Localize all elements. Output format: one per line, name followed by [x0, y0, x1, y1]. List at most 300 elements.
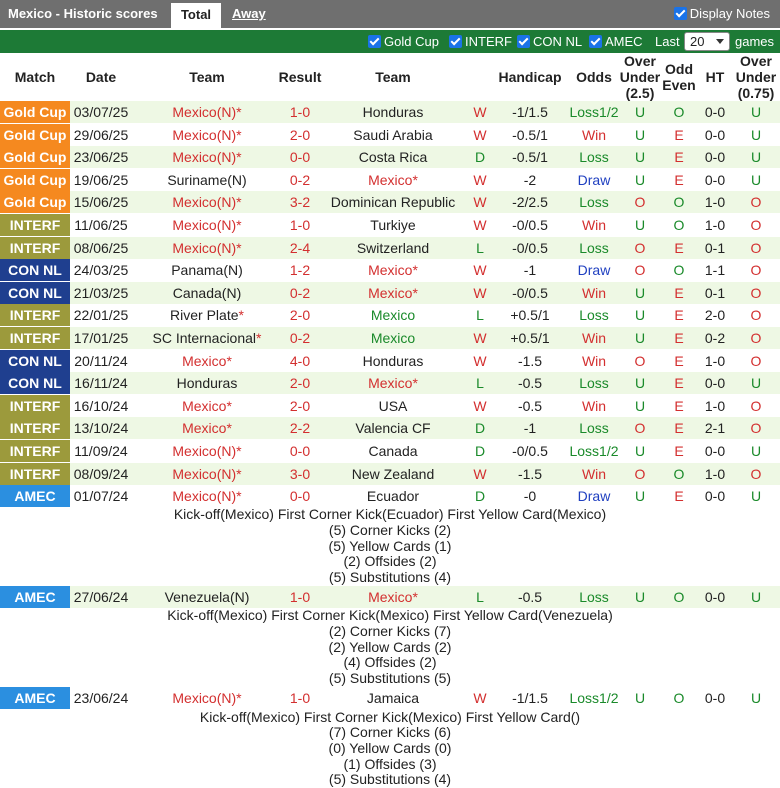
- home-marker: *: [236, 217, 242, 233]
- display-notes-toggle[interactable]: [674, 6, 770, 21]
- odd-even-value: E: [674, 307, 684, 324]
- match-score: 2-2: [289, 420, 311, 437]
- team-name: Panama(N): [171, 262, 243, 279]
- match-score: 0-0: [289, 488, 311, 505]
- halftime-score: 1-0: [704, 194, 726, 211]
- over-under-2-value: U: [750, 589, 762, 606]
- home-team[interactable]: [132, 169, 282, 191]
- col-header-over-under: Over Under (2.5): [619, 53, 661, 101]
- home-team[interactable]: [132, 463, 282, 485]
- odd-even-value: O: [673, 690, 685, 707]
- home-marker: *: [412, 171, 418, 188]
- over-under-2-value: O: [750, 420, 762, 437]
- stats-line: (5) Substitutions (4): [328, 771, 452, 788]
- away-team[interactable]: [318, 372, 468, 394]
- over-under-value: O: [634, 262, 646, 279]
- team-name: Jamaica: [366, 690, 420, 707]
- result-indicator: W: [473, 171, 487, 188]
- odds-result: Draw: [577, 171, 611, 188]
- handicap-value: -1/1.5: [512, 690, 548, 707]
- away-team[interactable]: [318, 586, 468, 608]
- odd-even-value: E: [674, 171, 684, 188]
- table-row[interactable]: [0, 101, 780, 123]
- match-badge: AMEC: [0, 485, 70, 507]
- result-indicator: D: [474, 149, 486, 166]
- match-score: 2-0: [289, 397, 311, 414]
- home-team[interactable]: [132, 372, 282, 394]
- halftime-score: 0-2: [704, 330, 726, 346]
- team-name: Mexico: [370, 307, 416, 324]
- home-marker: *: [238, 307, 244, 324]
- halftime-score: 0-0: [704, 171, 726, 188]
- away-team[interactable]: [318, 687, 468, 709]
- team-name: Mexico(N): [172, 217, 237, 233]
- handicap-value: -0: [523, 488, 537, 505]
- home-team[interactable]: [132, 327, 282, 349]
- over-under-2-value: O: [750, 262, 762, 279]
- match-score: 0-2: [289, 330, 311, 346]
- table-row[interactable]: [0, 191, 780, 213]
- odds-result: Draw: [577, 262, 611, 279]
- match-score: 1-0: [289, 104, 311, 120]
- result-indicator: D: [474, 443, 486, 459]
- over-under-value: U: [634, 589, 646, 606]
- result-indicator: W: [473, 690, 487, 707]
- match-badge: CON NL: [0, 372, 70, 394]
- over-under-2-value: U: [750, 488, 762, 505]
- table-row[interactable]: [0, 350, 780, 372]
- match-date: 27/06/24: [73, 589, 129, 606]
- away-team[interactable]: [318, 146, 468, 168]
- home-marker: *: [236, 104, 242, 120]
- col-header-date: Date: [85, 69, 117, 85]
- checkbox-icon[interactable]: [674, 7, 687, 20]
- team-name: Valencia CF: [355, 420, 431, 437]
- team-name: Mexico(N): [172, 443, 237, 459]
- home-team[interactable]: [132, 417, 282, 439]
- match-badge: INTERF: [0, 463, 70, 485]
- checkbox-icon[interactable]: [517, 35, 530, 48]
- home-team[interactable]: [132, 191, 282, 213]
- odds-result: Loss: [579, 375, 609, 392]
- filter-label: Gold Cup: [384, 34, 439, 49]
- games-label: games: [735, 34, 775, 49]
- odds-result: Win: [581, 397, 607, 414]
- home-marker: *: [236, 690, 242, 707]
- tab-total[interactable]: Total: [171, 3, 221, 28]
- stats-line: Kick-off(Mexico) First Corner Kick(Mexico) First Yellow Card(): [199, 708, 581, 725]
- home-team[interactable]: [132, 101, 282, 123]
- away-team[interactable]: [318, 169, 468, 191]
- match-date: 16/10/24: [73, 397, 129, 414]
- team-name: New Zealand: [351, 465, 435, 482]
- table-row[interactable]: [0, 124, 780, 146]
- over-under-value: U: [634, 488, 646, 505]
- handicap-value: -0/0.5: [512, 284, 548, 301]
- handicap-value: -0/0.5: [512, 239, 548, 256]
- match-stats: [0, 710, 780, 788]
- team-name: Mexico(N): [172, 194, 237, 211]
- handicap-value: -1: [523, 420, 537, 437]
- table-row[interactable]: [0, 214, 780, 236]
- match-score: 1-0: [289, 690, 311, 707]
- stats-line: (5) Corner Kicks (2): [328, 521, 452, 538]
- stats-line: (4) Offsides (2): [343, 654, 437, 671]
- col-header-ht: HT: [705, 69, 725, 85]
- odd-even-value: O: [673, 194, 685, 211]
- handicap-value: -1.5: [517, 465, 543, 482]
- team-name: Mexico: [182, 397, 227, 414]
- match-date: 13/10/24: [73, 420, 129, 437]
- table-row[interactable]: [0, 586, 780, 608]
- col-header-team-home: Team: [189, 69, 225, 85]
- match-date: 08/06/25: [73, 239, 129, 256]
- last-games-select[interactable]: 20: [684, 32, 730, 51]
- team-name: Mexico(N): [172, 126, 237, 143]
- handicap-value: -1: [523, 262, 537, 279]
- team-name: Mexico: [182, 420, 227, 437]
- match-date: 08/09/24: [73, 465, 129, 482]
- over-under-value: U: [634, 330, 646, 346]
- filter-con-nl[interactable]: [517, 34, 582, 49]
- team-name: Costa Rica: [358, 149, 428, 166]
- match-badge: Gold Cup: [0, 146, 70, 168]
- over-under-2-value: O: [750, 239, 762, 256]
- team-name: Mexico: [368, 375, 413, 392]
- home-marker: *: [236, 126, 242, 143]
- home-marker: *: [412, 284, 418, 301]
- odds-result: Win: [581, 330, 607, 346]
- home-team[interactable]: [132, 395, 282, 417]
- match-score: 0-2: [289, 171, 311, 188]
- match-score: 0-0: [289, 149, 311, 166]
- team-name: River Plate: [170, 307, 239, 324]
- handicap-value: -1/1.5: [512, 104, 548, 120]
- match-badge: Gold Cup: [0, 191, 70, 213]
- checkbox-icon[interactable]: [368, 35, 381, 48]
- table-row[interactable]: [0, 327, 780, 349]
- halftime-score: 1-0: [704, 217, 726, 233]
- odd-even-value: E: [674, 284, 684, 301]
- match-badge: INTERF: [0, 214, 70, 236]
- handicap-value: -0.5/1: [512, 126, 548, 143]
- halftime-score: 1-0: [704, 397, 726, 414]
- tab-away[interactable]: Away: [232, 6, 266, 21]
- match-badge: Gold Cup: [0, 101, 70, 123]
- match-date: 24/03/25: [73, 262, 129, 279]
- match-date: 20/11/24: [74, 352, 128, 369]
- home-team[interactable]: [132, 485, 282, 507]
- team-name: Honduras: [176, 375, 238, 392]
- odd-even-value: E: [674, 330, 684, 346]
- col-header-over-under-2: Over Under (0.75): [735, 53, 777, 101]
- away-team[interactable]: [318, 214, 468, 236]
- home-team[interactable]: [132, 214, 282, 236]
- home-team[interactable]: [132, 146, 282, 168]
- match-date: 19/06/25: [73, 171, 129, 188]
- filter-interf[interactable]: [449, 34, 512, 49]
- result-indicator: W: [473, 262, 487, 279]
- odds-result: Loss: [579, 239, 609, 256]
- match-score: 0-2: [289, 284, 311, 301]
- over-under-value: U: [634, 397, 646, 414]
- team-name: Mexico: [368, 171, 413, 188]
- match-score: 1-2: [289, 262, 311, 279]
- match-badge: INTERF: [0, 417, 70, 439]
- handicap-value: -0.5: [517, 375, 543, 392]
- home-marker: *: [236, 194, 242, 211]
- over-under-2-value: O: [750, 217, 762, 233]
- team-name: Canada: [368, 443, 418, 459]
- halftime-score: 1-0: [704, 352, 726, 369]
- away-team[interactable]: [318, 485, 468, 507]
- team-name: Ecuador: [366, 488, 420, 505]
- away-team[interactable]: [318, 237, 468, 259]
- home-marker: *: [412, 262, 418, 279]
- odds-result: Loss: [579, 307, 609, 324]
- halftime-score: 0-0: [704, 443, 726, 459]
- home-team[interactable]: [132, 586, 282, 608]
- table-row[interactable]: [0, 687, 780, 709]
- match-badge: AMEC: [0, 687, 70, 709]
- filter-gold-cup[interactable]: [368, 34, 439, 49]
- team-name: Mexico: [370, 330, 416, 346]
- result-indicator: W: [473, 104, 487, 120]
- table-row[interactable]: [0, 463, 780, 485]
- over-under-value: O: [634, 420, 646, 437]
- table-row[interactable]: [0, 237, 780, 259]
- odd-even-value: E: [674, 375, 684, 392]
- table-row[interactable]: [0, 395, 780, 417]
- halftime-score: 2-1: [704, 420, 726, 437]
- over-under-value: O: [634, 194, 646, 211]
- halftime-score: 0-0: [704, 589, 726, 606]
- stats-line: (7) Corner Kicks (6): [328, 724, 452, 741]
- match-date: 22/01/25: [73, 307, 129, 324]
- handicap-value: -0.5: [517, 397, 543, 414]
- col-header-match: Match: [14, 69, 56, 85]
- result-indicator: W: [473, 352, 487, 369]
- odd-even-value: O: [673, 217, 685, 233]
- col-header-team-away: Team: [375, 69, 411, 85]
- filter-label: CON NL: [533, 34, 583, 49]
- odds-result: Draw: [577, 488, 611, 505]
- team-name: Canada(N): [172, 284, 242, 301]
- odd-even-value: E: [674, 488, 684, 505]
- table-row[interactable]: [0, 259, 780, 281]
- over-under-value: U: [634, 375, 646, 392]
- match-badge: INTERF: [0, 327, 70, 349]
- filter-bar: [0, 30, 780, 53]
- over-under-2-value: U: [750, 149, 762, 166]
- handicap-value: -0.5: [517, 589, 543, 606]
- odds-result: Win: [581, 465, 607, 482]
- over-under-value: U: [634, 443, 646, 459]
- result-indicator: L: [476, 307, 484, 324]
- over-under-value: U: [634, 217, 646, 233]
- table-row[interactable]: [0, 169, 780, 191]
- team-name: Mexico: [368, 589, 413, 606]
- col-header-odds: Odds: [576, 69, 612, 85]
- match-badge: Gold Cup: [0, 124, 70, 146]
- over-under-2-value: U: [750, 690, 762, 707]
- team-name: Mexico(N): [172, 149, 237, 166]
- over-under-value: U: [634, 307, 646, 324]
- match-score: 3-2: [289, 194, 311, 211]
- match-score: 2-0: [289, 126, 311, 143]
- table-row[interactable]: [0, 146, 780, 168]
- filter-label: AMEC: [605, 34, 643, 49]
- odds-result: Win: [581, 217, 607, 233]
- away-team[interactable]: [318, 350, 468, 372]
- over-under-2-value: U: [750, 171, 762, 188]
- match-badge: INTERF: [0, 304, 70, 326]
- table-row[interactable]: [0, 417, 780, 439]
- match-date: 29/06/25: [73, 126, 129, 143]
- odds-result: Loss1/2: [569, 690, 619, 707]
- halftime-score: 2-0: [704, 307, 726, 324]
- over-under-2-value: O: [750, 307, 762, 324]
- team-name: Mexico(N): [172, 239, 237, 256]
- odd-even-value: O: [673, 262, 685, 279]
- match-badge: INTERF: [0, 237, 70, 259]
- halftime-score: 0-0: [704, 126, 726, 143]
- odds-result: Win: [581, 126, 607, 143]
- team-name: Honduras: [362, 352, 424, 369]
- table-row[interactable]: [0, 440, 780, 462]
- halftime-score: 0-0: [704, 104, 726, 120]
- stats-line: Kick-off(Mexico) First Corner Kick(Ecuador) First Yellow Card(Mexico): [173, 506, 607, 523]
- over-under-2-value: O: [750, 284, 762, 301]
- result-indicator: W: [473, 194, 487, 211]
- home-marker: *: [226, 420, 232, 437]
- team-name: Mexico: [182, 352, 227, 369]
- odd-even-value: E: [674, 126, 684, 143]
- result-indicator: D: [474, 488, 486, 505]
- team-name: Mexico: [368, 262, 413, 279]
- away-team[interactable]: [318, 395, 468, 417]
- filter-label: INTERF: [465, 34, 512, 49]
- match-score: 4-0: [289, 352, 311, 369]
- away-team[interactable]: [318, 101, 468, 123]
- away-team[interactable]: [318, 191, 468, 213]
- stats-line: Kick-off(Mexico) First Corner Kick(Mexico) First Yellow Card(Venezuela): [167, 607, 613, 624]
- display-notes-label: Display Notes: [689, 6, 770, 21]
- over-under-2-value: O: [750, 397, 762, 414]
- away-team[interactable]: [318, 417, 468, 439]
- col-header-odd-even: Odd Even: [662, 61, 696, 93]
- away-team[interactable]: [318, 327, 468, 349]
- match-date: 21/03/25: [73, 284, 129, 301]
- home-team[interactable]: [132, 440, 282, 462]
- odd-even-value: O: [673, 104, 685, 120]
- handicap-value: -2: [523, 171, 537, 188]
- team-name: Mexico: [368, 284, 413, 301]
- halftime-score: 0-1: [704, 284, 726, 301]
- over-under-value: U: [634, 149, 646, 166]
- match-date: 17/01/25: [73, 330, 129, 346]
- table-row[interactable]: [0, 304, 780, 326]
- result-indicator: L: [476, 375, 484, 392]
- team-name: Turkiye: [370, 217, 416, 233]
- handicap-value: +0.5/1: [510, 330, 550, 346]
- team-name: Dominican Republic: [330, 194, 456, 211]
- team-name: Switzerland: [356, 239, 430, 256]
- result-indicator: W: [473, 330, 487, 346]
- away-team[interactable]: [318, 440, 468, 462]
- odd-even-value: E: [674, 420, 684, 437]
- match-date: 01/07/24: [73, 488, 129, 505]
- over-under-value: U: [634, 104, 646, 120]
- over-under-2-value: U: [750, 104, 762, 120]
- stats-line: (5) Substitutions (4): [328, 569, 452, 586]
- away-team[interactable]: [318, 304, 468, 326]
- home-team[interactable]: [132, 282, 282, 304]
- result-indicator: W: [473, 465, 487, 482]
- match-badge: AMEC: [0, 586, 70, 608]
- match-date: 11/09/24: [74, 443, 128, 459]
- away-team[interactable]: [318, 282, 468, 304]
- result-indicator: L: [476, 589, 484, 606]
- table-row[interactable]: [0, 282, 780, 304]
- halftime-score: 1-1: [704, 262, 726, 279]
- team-name: Mexico(N): [172, 104, 237, 120]
- away-team[interactable]: [318, 463, 468, 485]
- home-team[interactable]: [132, 237, 282, 259]
- home-marker: *: [236, 239, 242, 256]
- over-under-value: U: [634, 284, 646, 301]
- checkbox-icon[interactable]: [449, 35, 462, 48]
- home-team[interactable]: [132, 687, 282, 709]
- match-score: 1-0: [289, 589, 311, 606]
- match-stats: [0, 608, 780, 686]
- stats-line: (2) Offsides (2): [343, 553, 437, 570]
- home-team[interactable]: [132, 124, 282, 146]
- home-marker: *: [412, 375, 418, 392]
- home-marker: *: [226, 397, 232, 414]
- halftime-score: 1-0: [704, 465, 726, 482]
- stats-line: (2) Corner Kicks (7): [328, 623, 452, 640]
- halftime-score: 0-0: [704, 149, 726, 166]
- match-date: 16/11/24: [74, 375, 128, 392]
- match-badge: INTERF: [0, 440, 70, 462]
- checkbox-icon[interactable]: [589, 35, 602, 48]
- match-stats: [0, 507, 780, 585]
- odds-result: Loss: [579, 194, 609, 211]
- table-row[interactable]: [0, 485, 780, 507]
- home-team[interactable]: [132, 304, 282, 326]
- odd-even-value: O: [673, 589, 685, 606]
- stats-line: (5) Substitutions (5): [328, 670, 452, 687]
- col-header-handicap: Handicap: [498, 69, 562, 85]
- over-under-value: O: [634, 239, 646, 256]
- team-name: Venezuela(N): [164, 589, 250, 606]
- odds-result: Loss1/2: [569, 104, 619, 120]
- home-marker: *: [236, 149, 242, 166]
- halftime-score: 0-1: [704, 239, 726, 256]
- handicap-value: -2/2.5: [512, 194, 548, 211]
- home-team[interactable]: [132, 350, 282, 372]
- over-under-value: U: [634, 126, 646, 143]
- home-team[interactable]: [132, 259, 282, 281]
- filter-amec[interactable]: [589, 34, 643, 49]
- away-team[interactable]: [318, 124, 468, 146]
- table-row[interactable]: [0, 372, 780, 394]
- away-team[interactable]: [318, 259, 468, 281]
- over-under-2-value: O: [750, 194, 762, 211]
- match-badge: CON NL: [0, 350, 70, 372]
- odds-result: Loss1/2: [569, 443, 619, 459]
